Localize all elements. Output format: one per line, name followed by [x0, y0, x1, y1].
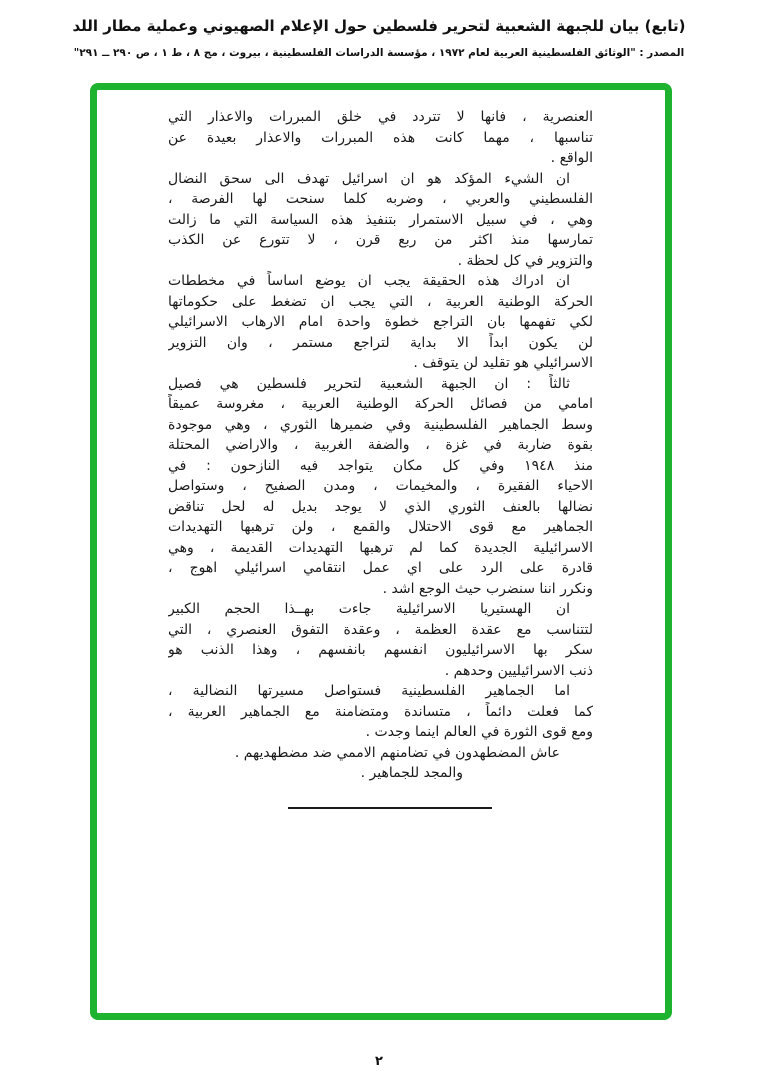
body-text-line: منذ ١٩٤٨ وفي كل مكان يتواجد فيه النازحون : في — [168, 457, 593, 474]
body-text-line: لكي تفهمها بان التراجع خطوة واحدة امام الارهاب الاسرائيلي — [168, 314, 593, 330]
body-text-line: اما الجماهير الفلسطينية فستواصل مسيرتها النضالية ، — [168, 683, 570, 699]
body-text-line: الواقع . — [550, 150, 593, 166]
body-text-line: ثالثاً : ان الجبهة الشعبية لتحرير فلسطين هي فصيل — [168, 375, 570, 392]
end-of-text-rule — [288, 807, 492, 809]
body-text-line: الاسرائيلية الجديدة كما لم ترهبها التهديدات القديمة ، وهي — [168, 539, 593, 556]
body-text-line: ومع قوى الثورة في العالم اينما وجدت . — [365, 724, 593, 740]
body-text-line: ان الهستيريا الاسرائيلية جاءت بهــذا الحجم الكبير — [168, 601, 570, 617]
body-text-line: ونكرر اننا سنضرب حيث الوجع اشد . — [382, 580, 593, 597]
body-text-line: ذنب الاسرائيليين وحدهم . — [444, 662, 593, 679]
page-number: ٢ — [375, 1054, 383, 1069]
body-text-line: لن يكون ابداً الا بداية لتراجع مستمر ، وان التزوير — [168, 334, 593, 351]
document-source-citation: المصدر : "الوثائق الفلسطينية العربية لعام ١٩٧٢ ، مؤسسة الدراسات الفلسطينية ، بيروت ، مج ٨ ، ط ١ ، ص ٢٩٠ ــ ٢٩١" — [73, 47, 685, 59]
body-text-line: لتتناسب مع عقدة العظمة ، وعقدة التفوق العنصري ، التي — [168, 621, 593, 638]
body-text-line: الاسرائيلي هو تقليد لن يتوقف . — [413, 355, 593, 371]
body-text-line: والتزوير في كل لحظة . — [457, 252, 593, 269]
body-text-line: تمارسها منذ اكثر من ربع قرن ، لا تتورع عن الكذب — [168, 232, 593, 248]
body-text-line: الاحياء الفقيرة ، والمخيمات ، ومدن الصفيح ، وستواصل — [168, 478, 593, 494]
body-text-line: وسط الجماهير الفلسطينية وفي ضميرها الثوري ، وهي موجودة — [168, 416, 593, 433]
body-text-line: كما فعلت دائماً ، متساندة ومتضامنة مع الجماهير العربية ، — [168, 703, 593, 720]
body-text-line: قادرة على الرد على اي عمل انتقامي اسرائيلي اهوج ، — [168, 560, 593, 576]
body-text-line: الجماهير مع قوى الاحتلال والقمع ، ولن ترهبها التهديدات — [168, 519, 593, 535]
body-text-line: سكر بها الاسرائيليون انفسهم بانفسهم ، وهذا الذنب هو — [168, 642, 593, 658]
body-text-line: بقوة ضاربة في غزة ، والضفة الغربية ، والاراضي المحتلة — [168, 437, 593, 453]
body-text-line: ان ادراك هذه الحقيقة يجب ان يوضع اساساً في مخططات — [168, 273, 570, 289]
body-text-line: وهي ، في سبيل الاستمرار بتنفيذ هذه السياسة التي ما زالت — [168, 211, 593, 228]
body-text-line: والمجد للجماهير . — [360, 765, 463, 781]
body-text-line: عاش المضطهدون في تضامنهم الاممي ضد مضطهديهم . — [234, 744, 560, 761]
body-text-line: نضالها بالعنف الثوري الذي لا يوجد بديل له لحل تناقض — [168, 498, 593, 515]
document-title: (تابع) بيان للجبهة الشعبية لتحرير فلسطين حول الإعلام الصهيوني وعملية مطار اللد — [72, 17, 686, 35]
body-text-line: ان الشيء المؤكد هو ان اسرائيل تهدف الى سحق النضال — [168, 170, 570, 187]
body-text-line: الحركة الوطنية العربية ، التي يجب ان تضغط على حكوماتها — [168, 293, 593, 310]
body-text-line: الفلسطيني والعربي ، وضربه كلما سنحت لها الفرصة ، — [168, 191, 593, 207]
body-text-line: امامي من فصائل الحركة الوطنية العربية ، مغروسة عميقاً — [168, 396, 593, 412]
body-text-line: تناسبها ، مهما كانت هذه المبررات والاعذار بعيدة عن — [168, 129, 593, 146]
document-body — [168, 107, 593, 784]
body-text-line: العنصرية ، فانها لا تتردد في خلق المبررات والاعذار التي — [168, 109, 593, 125]
